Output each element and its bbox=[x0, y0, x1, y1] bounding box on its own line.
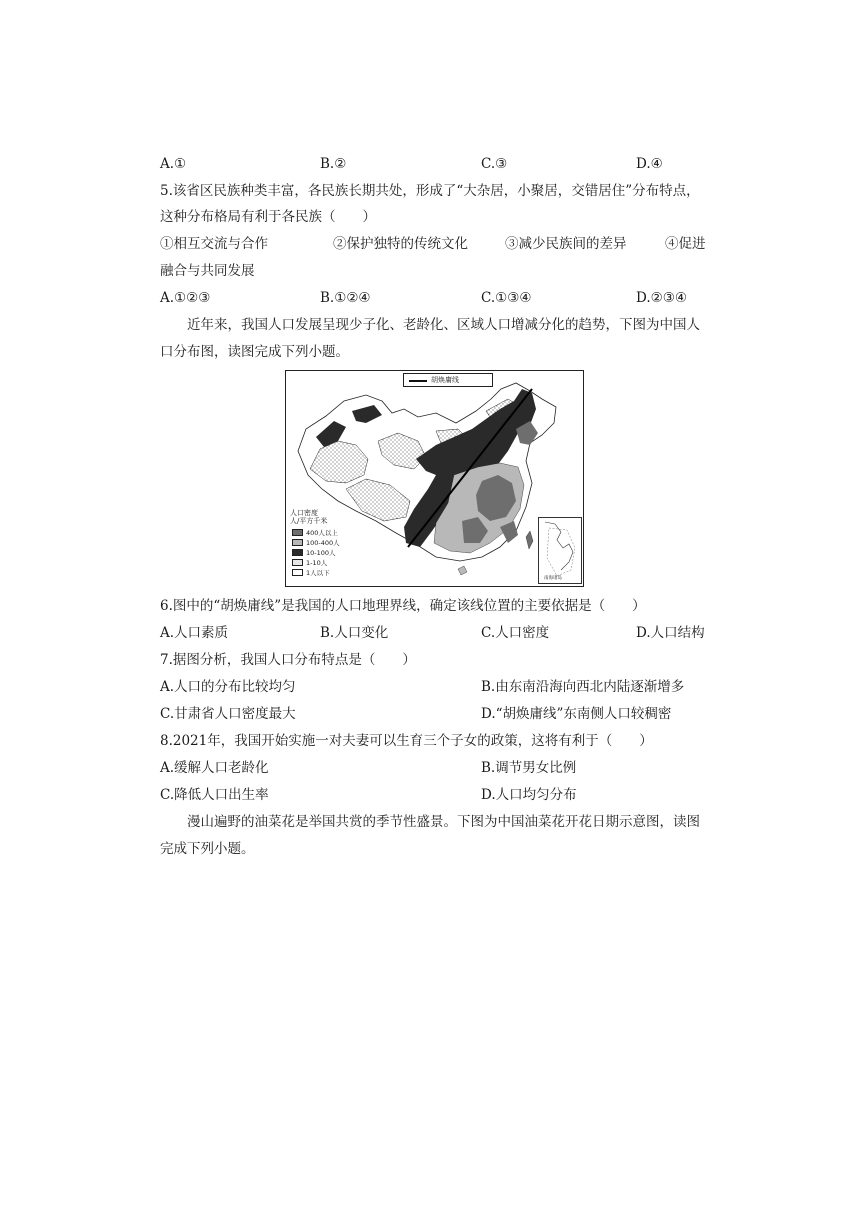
legend-item-100: 100-400人 bbox=[306, 539, 340, 547]
q8-option-d[interactable]: D.人口均匀分布 bbox=[481, 787, 577, 803]
q5-statement-1: ①相互交流与合作 bbox=[160, 236, 268, 252]
q5-option-c[interactable]: C.①③④ bbox=[481, 290, 532, 306]
hu-line-legend-label: 胡焕庸线 bbox=[431, 376, 459, 384]
q5-statement-2: ②保护独特的传统文化 bbox=[333, 236, 468, 252]
q6-option-d[interactable]: D.人口结构 bbox=[636, 625, 705, 641]
q5-option-b[interactable]: B.①②④ bbox=[320, 290, 371, 306]
q5-option-d[interactable]: D.②③④ bbox=[636, 290, 687, 306]
q8-option-c[interactable]: C.降低人口出生率 bbox=[160, 787, 269, 803]
q4-option-b[interactable]: B.② bbox=[320, 156, 347, 172]
inset-label: 南海诸岛 bbox=[544, 576, 562, 581]
q7-option-d[interactable]: D.“胡焕庸线”东南侧人口较稠密 bbox=[481, 706, 672, 722]
legend-swatch-0 bbox=[292, 569, 303, 576]
intro1-line1: 近年来，我国人口发展呈现少子化、老龄化、区域人口增减分化的趋势，下图为中国人 bbox=[187, 317, 700, 333]
q7-stem: 7.据图分析，我国人口分布特点是（ ） bbox=[160, 652, 416, 668]
intro2-line1: 漫山遍野的油菜花是举国共赏的季节性盛景。下图为中国油菜花开花日期示意图，读图 bbox=[187, 814, 700, 830]
q4-option-c[interactable]: C.③ bbox=[481, 156, 508, 172]
hu-line-legend bbox=[403, 373, 493, 387]
q6-option-c[interactable]: C.人口密度 bbox=[481, 625, 550, 641]
q7-option-a[interactable]: A.人口的分布比较均匀 bbox=[160, 679, 296, 695]
q7-option-b[interactable]: B.由东南沿海向西北内陆逐渐增多 bbox=[481, 679, 685, 695]
legend-item-0: 1人以下 bbox=[306, 569, 330, 577]
intro2-line2: 完成下列小题。 bbox=[160, 841, 255, 857]
q7-option-c[interactable]: C.甘肃省人口密度最大 bbox=[160, 706, 296, 722]
legend-title-1: 人口密度 bbox=[290, 509, 318, 517]
q5-option-a[interactable]: A.①②③ bbox=[160, 290, 211, 306]
q6-stem: 6.图中的“胡焕庸线”是我国的人口地理界线，确定该线位置的主要依据是（ ） bbox=[160, 598, 646, 614]
q5-statement-4: ④促进 bbox=[665, 236, 706, 252]
q6-option-a[interactable]: A.人口素质 bbox=[160, 625, 229, 641]
q6-option-b[interactable]: B.人口变化 bbox=[320, 625, 389, 641]
legend-item-1: 1-10人 bbox=[306, 559, 328, 567]
q5-statement-3: ③减少民族间的差异 bbox=[505, 236, 627, 252]
q8-option-a[interactable]: A.缓解人口老龄化 bbox=[160, 760, 269, 776]
legend-swatch-10 bbox=[292, 549, 303, 556]
legend-item-10: 10-100人 bbox=[306, 549, 336, 557]
q5-stem-line1: 5.该省区民族种类丰富，各民族长期共处，形成了“大杂居，小聚居，交错居住”分布特点， bbox=[160, 183, 700, 199]
q8-stem: 8.2021年，我国开始实施一对夫妻可以生育三个子女的政策，这将有利于（ ） bbox=[160, 733, 653, 749]
q5-stem-line2: 这种分布格局有利于各民族（ ） bbox=[160, 209, 376, 225]
intro1-line2: 口分布图，读图完成下列小题。 bbox=[160, 344, 349, 360]
china-population-map bbox=[285, 370, 584, 587]
legend-title-2: 人/平方千米 bbox=[290, 517, 328, 525]
q5-statement-4-cont: 融合与共同发展 bbox=[160, 263, 255, 279]
q4-option-a[interactable]: A.① bbox=[160, 156, 187, 172]
q8-option-b[interactable]: B.调节男女比例 bbox=[481, 760, 577, 776]
q4-option-d[interactable]: D.④ bbox=[636, 156, 663, 172]
legend-swatch-100 bbox=[292, 539, 303, 546]
legend-swatch-1 bbox=[292, 559, 303, 566]
south-china-sea-inset bbox=[538, 517, 582, 584]
legend-swatch-400 bbox=[292, 529, 303, 536]
legend-item-400: 400人以上 bbox=[306, 529, 338, 537]
